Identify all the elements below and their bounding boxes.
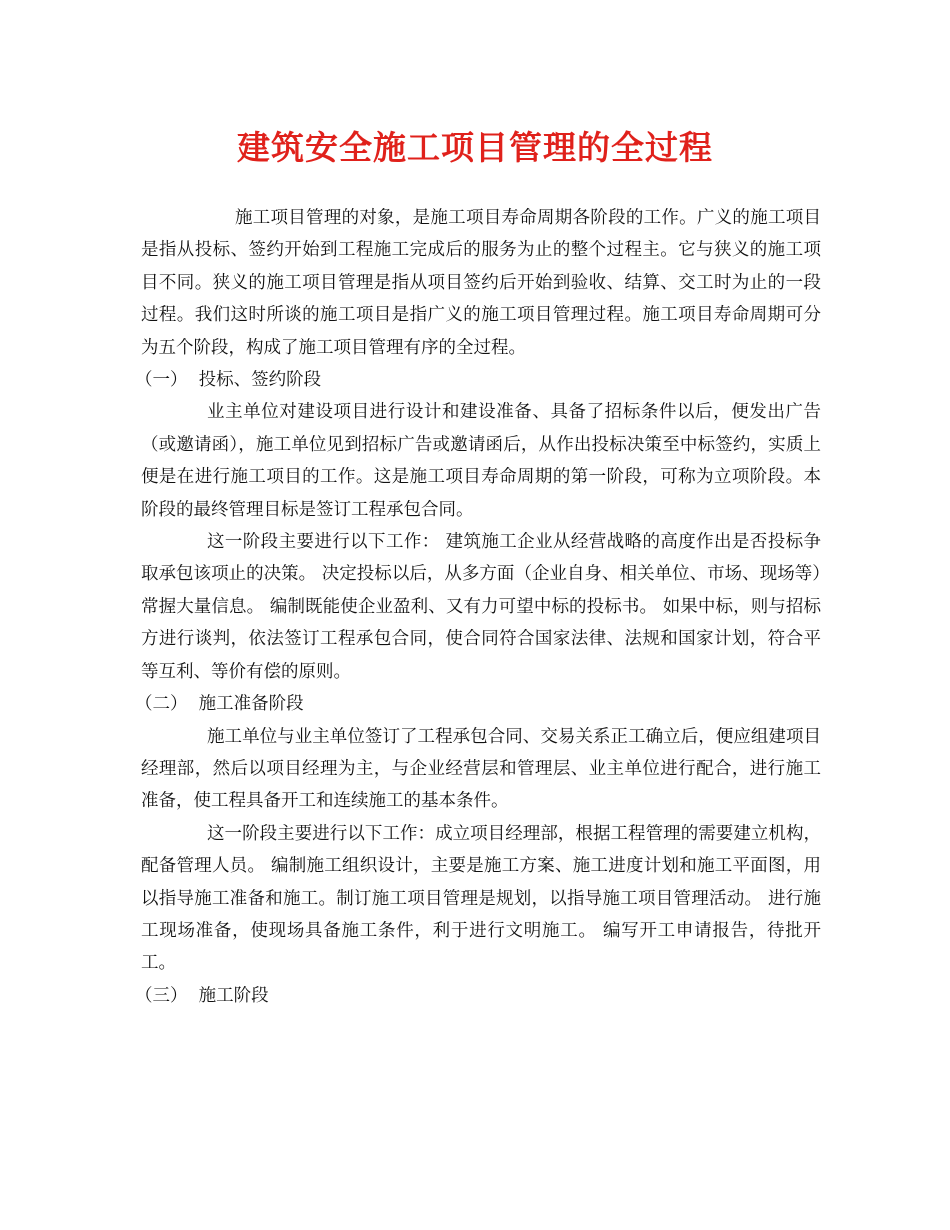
document-title: 建筑安全施工项目管理的全过程: [237, 128, 713, 167]
section-1-paragraph-2: 这一阶段主要进行以下工作： 建筑施工企业从经营战略的高度作出是否投标争取承包该项止的决策。 决定投标以后，从多方面（企业自身、相关单位、市场、现场等）常握大量信息。 编制既能使企业盈利、又有力可望中标的投标书。 如果中标，则与招标方进行谈判，依法签订工程承包合同，使合同符合国家法律、法规和国家计划，符合平等互利、等价有偿的原则。: [141, 532, 821, 682]
section-heading-1: （一） 投标、签约阶段: [135, 370, 322, 391]
section-2-paragraph-1: 施工单位与业主单位签订了工程承包合同、交易关系正工确立后，便应组建项目经理部，然后以项目经理为主，与企业经营层和管理层、业主单位进行配合，进行施工准备，使工程具备开工和连续施工的基本条件。: [141, 726, 821, 812]
section-heading-2: （二） 施工准备阶段: [135, 694, 304, 715]
intro-paragraph: 施工项目管理的对象，是施工项目寿命周期各阶段的工作。广义的施工项目是指从投标、签约开始到工程施工完成后的服务为止的整个过程主。它与狭义的施工项目不同。狭义的施工项目管理是指从项目签约后开始到验收、结算、交工时为止的一段过程。我们这时所谈的施工项目是指广义的施工项目管理过程。施工项目寿命周期可分为五个阶段，构成了施工项目管理有序的全过程。: [141, 208, 821, 358]
section-2-paragraph-2: 这一阶段主要进行以下工作：成立项目经理部，根据工程管理的需要建立机构，配备管理人员。 编制施工组织设计，主要是施工方案、施工进度计划和施工平面图，用以指导施工准备和施工。制订施工项目管理是规划，以指导施工项目管理活动。 进行施工现场准备，使现场具备施工条件，利于进行文明施工。 编写开工申请报告，待批开工。: [141, 823, 821, 974]
document-body: [135, 202, 821, 1012]
section-1-paragraph-1: 业主单位对建设项目进行设计和建设准备、具备了招标条件以后，便发出广告（或邀请函），施工单位见到招标广告或邀请函后，从作出投标决策至中标签约，实质上便是在进行施工项目的工作。这是施工项目寿命周期的第一阶段，可称为立项阶段。本阶段的最终管理目标是签订工程承包合同。: [141, 402, 821, 520]
section-heading-3: （三） 施工阶段: [135, 985, 269, 1006]
